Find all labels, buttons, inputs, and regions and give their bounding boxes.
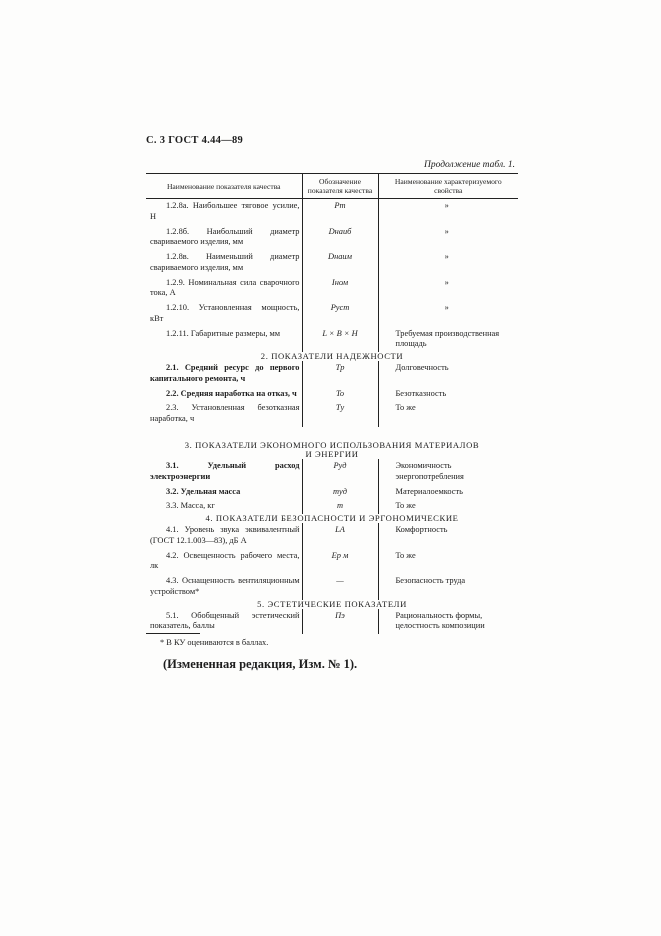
indicator-name-text: 1.2.9. Номинальная сила сварочного тока, А [150,277,300,298]
indicator-name [146,276,302,302]
indicator-symbol: To [302,387,378,402]
table-row [146,276,518,302]
indicator-name [146,327,302,353]
indicator-property: » [444,201,449,211]
indicator-property: » [444,303,449,313]
indicator-property: Безотказность [395,388,447,398]
indicator-symbol: — [302,574,378,600]
indicator-name [146,549,302,575]
indicator-name [146,250,302,276]
indicator-name [146,225,302,251]
quality-indicators-table-container [146,173,518,634]
indicator-symbol: Dнаиб [302,225,378,251]
indicator-name [146,401,302,427]
indicator-name-text: 1.2.8а. Наибольшее тяговое усилие, Н [150,201,300,221]
table-row [146,387,518,402]
indicator-property: » [444,252,449,262]
table-row [146,549,518,575]
indicator-name [146,199,302,225]
indicator-symbol: Tр [302,361,378,387]
indicator-property: Долговечность [395,363,449,373]
indicator-symbol: mуд [302,485,378,500]
indicator-name-text: 3.1. Удельный расход электроэнергии [150,461,300,481]
column-header-name: Наименование показателя качества [146,174,302,199]
section-heading-row [146,352,518,361]
table-row [146,485,518,500]
indicator-property: То же [395,403,416,413]
indicator-name-text: 4.2. Освещенность рабочего места, лк [150,550,300,571]
indicator-name [146,499,302,514]
table-row [146,523,518,549]
table-row [146,301,518,327]
table-row [146,225,518,251]
indicator-property: Требуемая производственная площадь [395,328,500,349]
indicator-name-text: 1.2.8б. Наибольший диаметр свариваемого изделия, мм [150,226,300,247]
table-continuation-label: Продолжение табл. 1. [424,160,515,170]
footnote [146,633,518,647]
table-row [146,499,518,514]
indicator-property: То же [395,501,416,511]
indicator-name [146,301,302,327]
table-row [146,459,518,485]
table-row [146,250,518,276]
footnote-rule [146,633,200,634]
indicator-name-text: 3.3. Масса, кг [166,501,215,511]
table-row [146,199,518,225]
indicator-name [146,387,302,402]
indicator-property: Рациональность формы, целостность композиции [395,610,485,631]
table-row [146,327,518,353]
indicator-name [146,361,302,387]
indicator-name [146,574,302,600]
indicator-name-text: 1.2.10. Установленная мощность, кВт [150,303,300,323]
indicator-symbol: Eр м [302,549,378,575]
indicator-symbol: Пэ [302,609,378,635]
table-row [146,361,518,387]
indicator-name-text: 2.3. Установленная безотказная наработка, ч [150,403,300,424]
indicator-name-text: 3.2. Удельная масса [166,486,241,496]
section-heading-row [146,514,518,523]
page-header: С. 3 ГОСТ 4.44—89 [146,135,244,146]
section-heading-row [146,427,518,459]
quality-indicators-table [146,173,518,634]
indicator-name-text: 2.2. Средняя наработка на отказ, ч [166,388,297,398]
table-row [146,609,518,635]
indicator-name [146,523,302,549]
indicator-name-text: 4.1. Уровень звука эквивалентный (ГОСТ 12.1.003—83), дБ А [150,525,300,545]
section-heading-aesthetic: 5. ЭСТЕТИЧЕСКИЕ ПОКАЗАТЕЛИ [257,598,407,609]
indicator-name [146,485,302,500]
indicator-symbol: Pуд [302,459,378,485]
amendment-note: (Измененная редакция, Изм. № 1). [163,657,358,671]
indicator-property: Комфортность [395,525,448,535]
column-header-symbol: Обозначение показателя качества [302,174,378,199]
indicator-symbol: Pуст [302,301,378,327]
indicator-symbol: Tу [302,401,378,427]
indicator-name-text: 5.1. Обобщенный эстетический показатель, баллы [150,610,300,631]
indicator-property: » [444,277,449,287]
section-heading-reliability: 2. ПОКАЗАТЕЛИ НАДЕЖНОСТИ [260,351,404,362]
indicator-symbol: Pт [302,199,378,225]
section-heading-row [146,600,518,609]
indicator-symbol: m [302,499,378,514]
indicator-property: Материалоемкость [395,486,464,496]
indicator-name [146,459,302,485]
section-heading-line: 3. ПОКАЗАТЕЛИ ЭКОНОМНОГО ИСПОЛЬЗОВАНИЯ МАТЕРИАЛОВ [184,439,480,450]
indicator-name-text: 2.1. Средний ресурс до первого капитального ремонта, ч [150,363,300,383]
table-row [146,574,518,600]
indicator-property: Безопасность труда [395,576,466,586]
table-header-row [146,174,518,199]
column-header-property: Наименование характеризуемого свойства [378,174,518,199]
indicator-name [146,609,302,635]
indicator-name-text: 1.2.8в. Наименьший диаметр свариваемого изделия, мм [150,252,300,272]
indicator-property: То же [395,550,416,560]
indicator-symbol: Dнаим [302,250,378,276]
section-heading-economy [146,427,518,459]
footnote-text: * В КУ оцениваются в баллах. [160,638,269,647]
indicator-symbol: Iном [302,276,378,302]
section-heading-line: И ЭНЕРГИИ [305,449,359,459]
indicator-symbol: L × B × H [302,327,378,353]
table-row [146,401,518,427]
indicator-name-text: 1.2.11. Габаритные размеры, мм [166,328,281,338]
indicator-name-text: 4.3. Оснащенность вентиляционным устройством* [150,576,300,596]
section-heading-safety: 4. ПОКАЗАТЕЛИ БЕЗОПАСНОСТИ И ЭРГОНОМИЧЕСКИЕ [205,513,459,524]
indicator-symbol: LA [302,523,378,549]
indicator-property: Экономичность энергопотребления [395,461,464,481]
indicator-property: » [444,226,449,236]
